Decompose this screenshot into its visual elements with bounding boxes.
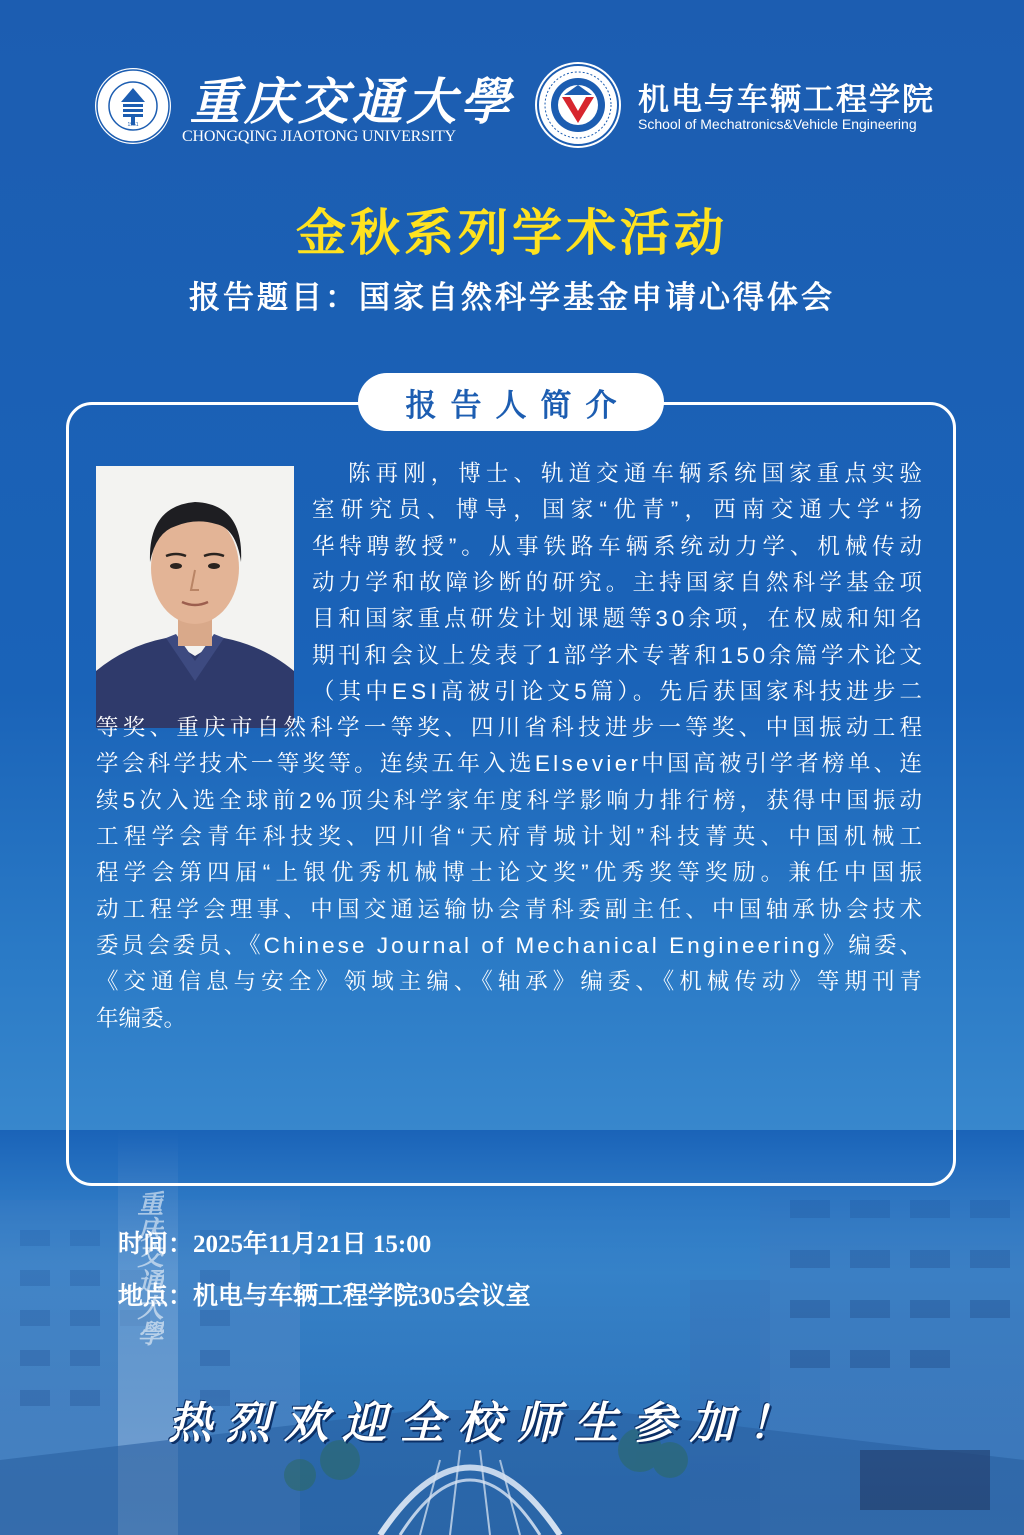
speaker-intro-label: 报告人简介	[358, 373, 664, 431]
bio-line: （其中ESI高被引论文5篇）。先后获国家科技进步二	[312, 678, 927, 704]
bio-line: 学会科学技术一等奖等。连续五年入选Elsevier中国高被引学者榜单、连	[96, 751, 926, 777]
bio-line: 华特聘教授”。从事铁路车辆系统动力学、机械传动	[312, 533, 927, 559]
bio-line: 目和国家重点研发计划课题等30余项，在权威和知名	[312, 606, 926, 632]
event-location: 地点：机电与车辆工程学院305会议室	[118, 1283, 531, 1310]
bio-line: 程学会第四届“上银优秀机械博士论文奖”优秀奖等奖励。兼任中国振	[96, 860, 928, 886]
bio-line: 动力学和故障诊断的研究。主持国家自然科学基金项	[312, 569, 927, 595]
welcome-slogan: 热烈欢迎全校师生参加！	[168, 1398, 806, 1449]
series-title: 金秋系列学术活动	[296, 203, 728, 262]
school-name-en: School of Mechatronics&Vehicle Engineering	[638, 116, 917, 132]
gate-inscription: 重庆交通大學	[133, 1190, 163, 1346]
report-title: 报告题目：国家自然科学基金申请心得体会	[189, 280, 835, 316]
bio-line: 工程学会青年科技奖、四川省“天府青城计划”科技菁英、中国机械工	[96, 824, 928, 849]
speaker-photo	[96, 466, 294, 728]
school-emblem-icon	[534, 61, 622, 149]
seal-year-text: 1951	[127, 122, 139, 128]
bio-line: 室研究员、博导，国家“优青”，西南交通大学“扬	[312, 497, 929, 523]
campus-background-image	[0, 1130, 1024, 1535]
bio-line: 陈再刚，博士、轨道交通车辆系统国家重点实验	[348, 461, 928, 486]
bio-line: 动工程学会理事、中国交通运输协会青科委副主任、中国轴承协会技术	[96, 896, 927, 922]
bio-line: 等奖、重庆市自然科学一等奖、四川省科技进步一等奖、中国振动工程	[96, 715, 927, 741]
bio-line: 期刊和会议上发表了1部学术专著和150余篇学术论文	[312, 642, 926, 668]
bio-line: 年编委。	[96, 1005, 187, 1031]
university-name: 重庆交通大學	[190, 72, 514, 131]
university-name-en: CHONGQING JIAOTONG UNIVERSITY	[182, 128, 456, 145]
bio-line: 续5次入选全球前2%顶尖科学家年度科学影响力排行榜，获得中国振动	[96, 787, 927, 813]
university-seal-icon	[93, 66, 173, 146]
bio-line: 《交通信息与安全》领域主编、《轴承》编委、《机械传动》等期刊青	[96, 969, 928, 995]
event-time: 时间：2025年11月21日 15:00	[118, 1231, 432, 1258]
bio-line: 委员会委员、《Chinese Journal of Mechanical Engineering》编委、	[96, 932, 926, 958]
school-name: 机电与车辆工程学院	[638, 82, 935, 118]
